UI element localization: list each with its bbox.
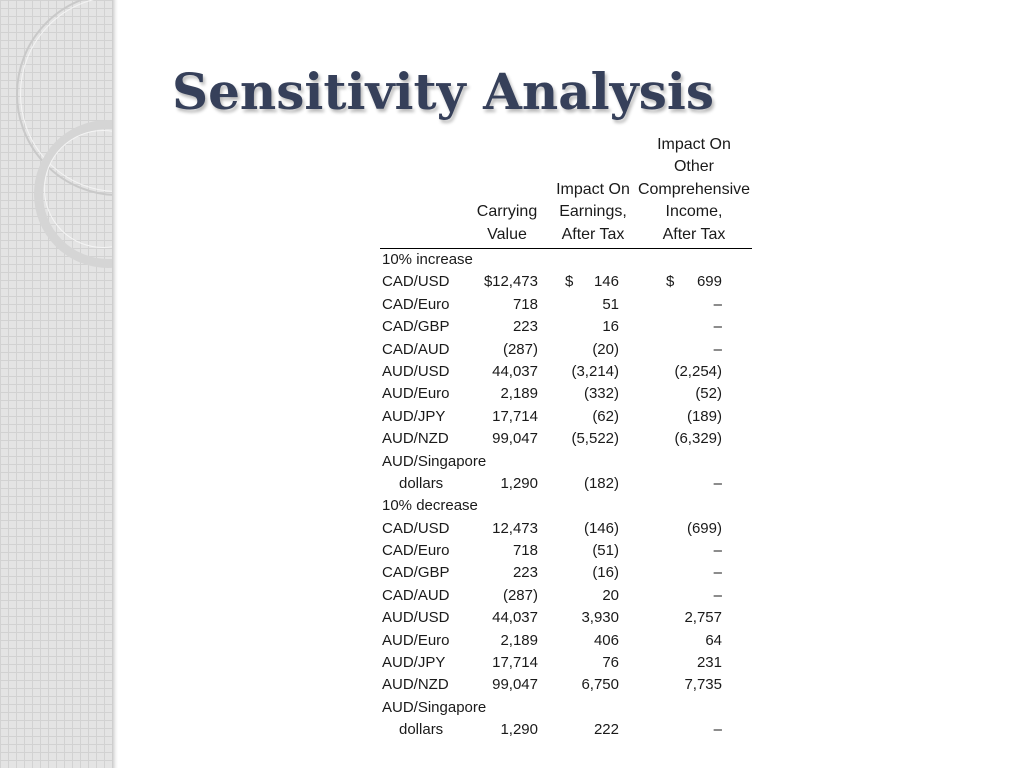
table-row [380,361,752,383]
row-label: AUD/Euro [382,631,450,649]
table-row [380,406,752,428]
table-row [380,562,752,584]
oci-impact-cell: – [713,586,722,604]
table-row [380,518,752,540]
oci-impact-cell: 2,757 [684,609,722,627]
row-label-continuation: dollars [399,721,444,739]
row-label: CAD/AUD [382,586,450,604]
carrying-value-cell: 2,189 [500,631,538,649]
oci-impact-cell: – [713,295,722,313]
header-impact-oci [636,134,752,247]
row-label: AUD/JPY [382,407,446,425]
earnings-impact-cell: (62) [592,407,619,425]
sensitivity-table [380,136,752,742]
oci-impact-cell: – [713,318,722,336]
oci-impact-cell: – [713,564,722,582]
section-heading [380,495,752,517]
table-row [380,294,752,316]
slide-title: Sensitivity Analysis [172,62,714,121]
oci-impact-cell: 7,735 [684,676,722,694]
oci-impact-cell: – [713,474,722,492]
carrying-value-cell: 44,037 [492,362,538,380]
earnings-impact-cell: 16 [602,318,619,336]
header-text: Other [673,158,714,175]
earnings-impact-cell: (3,214) [571,362,619,380]
table-row [380,697,752,719]
row-label: AUD/USD [382,362,450,380]
oci-impact-cell: – [713,542,722,560]
header-text: Value [487,225,527,243]
table-row-continuation [380,719,752,741]
earnings-impact-cell: 6,750 [581,676,619,694]
header-text: Impact On [556,180,630,198]
table-row [380,607,752,629]
oci-impact-cell: – [713,721,722,739]
earnings-impact-cell: 146 [593,273,619,291]
row-label: AUD/NZD [382,676,449,694]
row-label: AUD/Singapore [382,452,487,470]
table-body [380,249,752,742]
header-carrying-value [472,201,542,246]
header-impact-earnings [552,179,634,247]
table-row-continuation [380,473,752,495]
row-label: AUD/JPY [382,654,446,672]
currency-symbol: $ [484,273,493,291]
table-header [380,136,752,249]
table-row [380,585,752,607]
header-text: After Tax [662,225,726,243]
table-row [380,339,752,361]
table-row [380,630,752,652]
earnings-impact-cell: (20) [592,340,619,358]
carrying-value-cell: 1,290 [500,474,538,492]
carrying-value-cell: 223 [512,564,538,582]
oci-impact-cell: 699 [696,273,722,291]
earnings-impact-cell: 20 [602,586,619,604]
table-row [380,428,752,450]
carrying-value-cell: 99,047 [492,430,538,448]
carrying-value-cell: 99,047 [492,676,538,694]
row-label: AUD/Singapore [382,698,487,716]
row-label: CAD/Euro [382,295,450,313]
section-label: 10% decrease [382,497,478,515]
carrying-value-cell: 17,714 [492,407,538,425]
carrying-value-cell: 1,290 [500,721,538,739]
header-text: Impact On [657,135,731,153]
row-label: AUD/Euro [382,385,450,403]
table-row [380,652,752,674]
oci-impact-cell: (2,254) [674,362,722,380]
carrying-value-cell: 12,473 [492,519,538,537]
earnings-impact-cell: (146) [583,519,619,537]
earnings-impact-cell: 222 [593,721,619,739]
section-heading [380,249,752,271]
oci-impact-cell: – [713,340,722,358]
earnings-impact-cell: (332) [583,385,619,403]
oci-impact-cell: 231 [696,654,722,672]
table-row [380,271,752,293]
header-text: Income, [665,203,723,220]
currency-symbol: $ [666,273,675,291]
earnings-impact-cell: (182) [583,474,619,492]
row-label-continuation: dollars [399,474,444,492]
carrying-value-cell: 718 [512,295,538,313]
currency-symbol: $ [565,273,574,291]
table-row [380,674,752,696]
header-text: After Tax [561,225,625,243]
oci-impact-cell: (699) [686,519,722,537]
header-text: Earnings, [559,203,627,220]
earnings-impact-cell: (51) [592,542,619,560]
header-text: Carrying [476,203,538,220]
earnings-impact-cell: 76 [602,654,619,672]
carrying-value-cell: 223 [512,318,538,336]
side-panel-edge [112,0,118,768]
earnings-impact-cell: 51 [602,295,619,313]
row-label: AUD/USD [382,609,450,627]
carrying-value-cell: 17,714 [492,654,538,672]
oci-impact-cell: (52) [695,385,722,403]
earnings-impact-cell: 3,930 [581,609,619,627]
carrying-value-cell: (287) [502,340,538,358]
earnings-impact-cell: 406 [593,631,619,649]
row-label: CAD/GBP [382,318,450,336]
carrying-value-cell: 44,037 [492,609,538,627]
earnings-impact-cell: (5,522) [571,430,619,448]
table-row [380,383,752,405]
row-label: CAD/USD [382,519,450,537]
row-label: CAD/Euro [382,542,450,560]
header-text: Comprehensive [637,180,751,198]
row-label: CAD/AUD [382,340,450,358]
table-row [380,451,752,473]
carrying-value-cell: 2,189 [500,385,538,403]
row-label: AUD/NZD [382,430,449,448]
row-label: CAD/USD [382,273,450,291]
oci-impact-cell: (189) [686,407,722,425]
row-label: CAD/GBP [382,564,450,582]
oci-impact-cell: (6,329) [674,430,722,448]
table-row [380,540,752,562]
oci-impact-cell: 64 [705,631,722,649]
section-label: 10% increase [382,251,473,268]
earnings-impact-cell: (16) [592,564,619,582]
carrying-value-cell: (287) [502,586,538,604]
decorative-side-panel [0,0,114,768]
carrying-value-cell: 718 [512,542,538,560]
carrying-value-cell: 12,473 [492,273,538,291]
table-row [380,316,752,338]
